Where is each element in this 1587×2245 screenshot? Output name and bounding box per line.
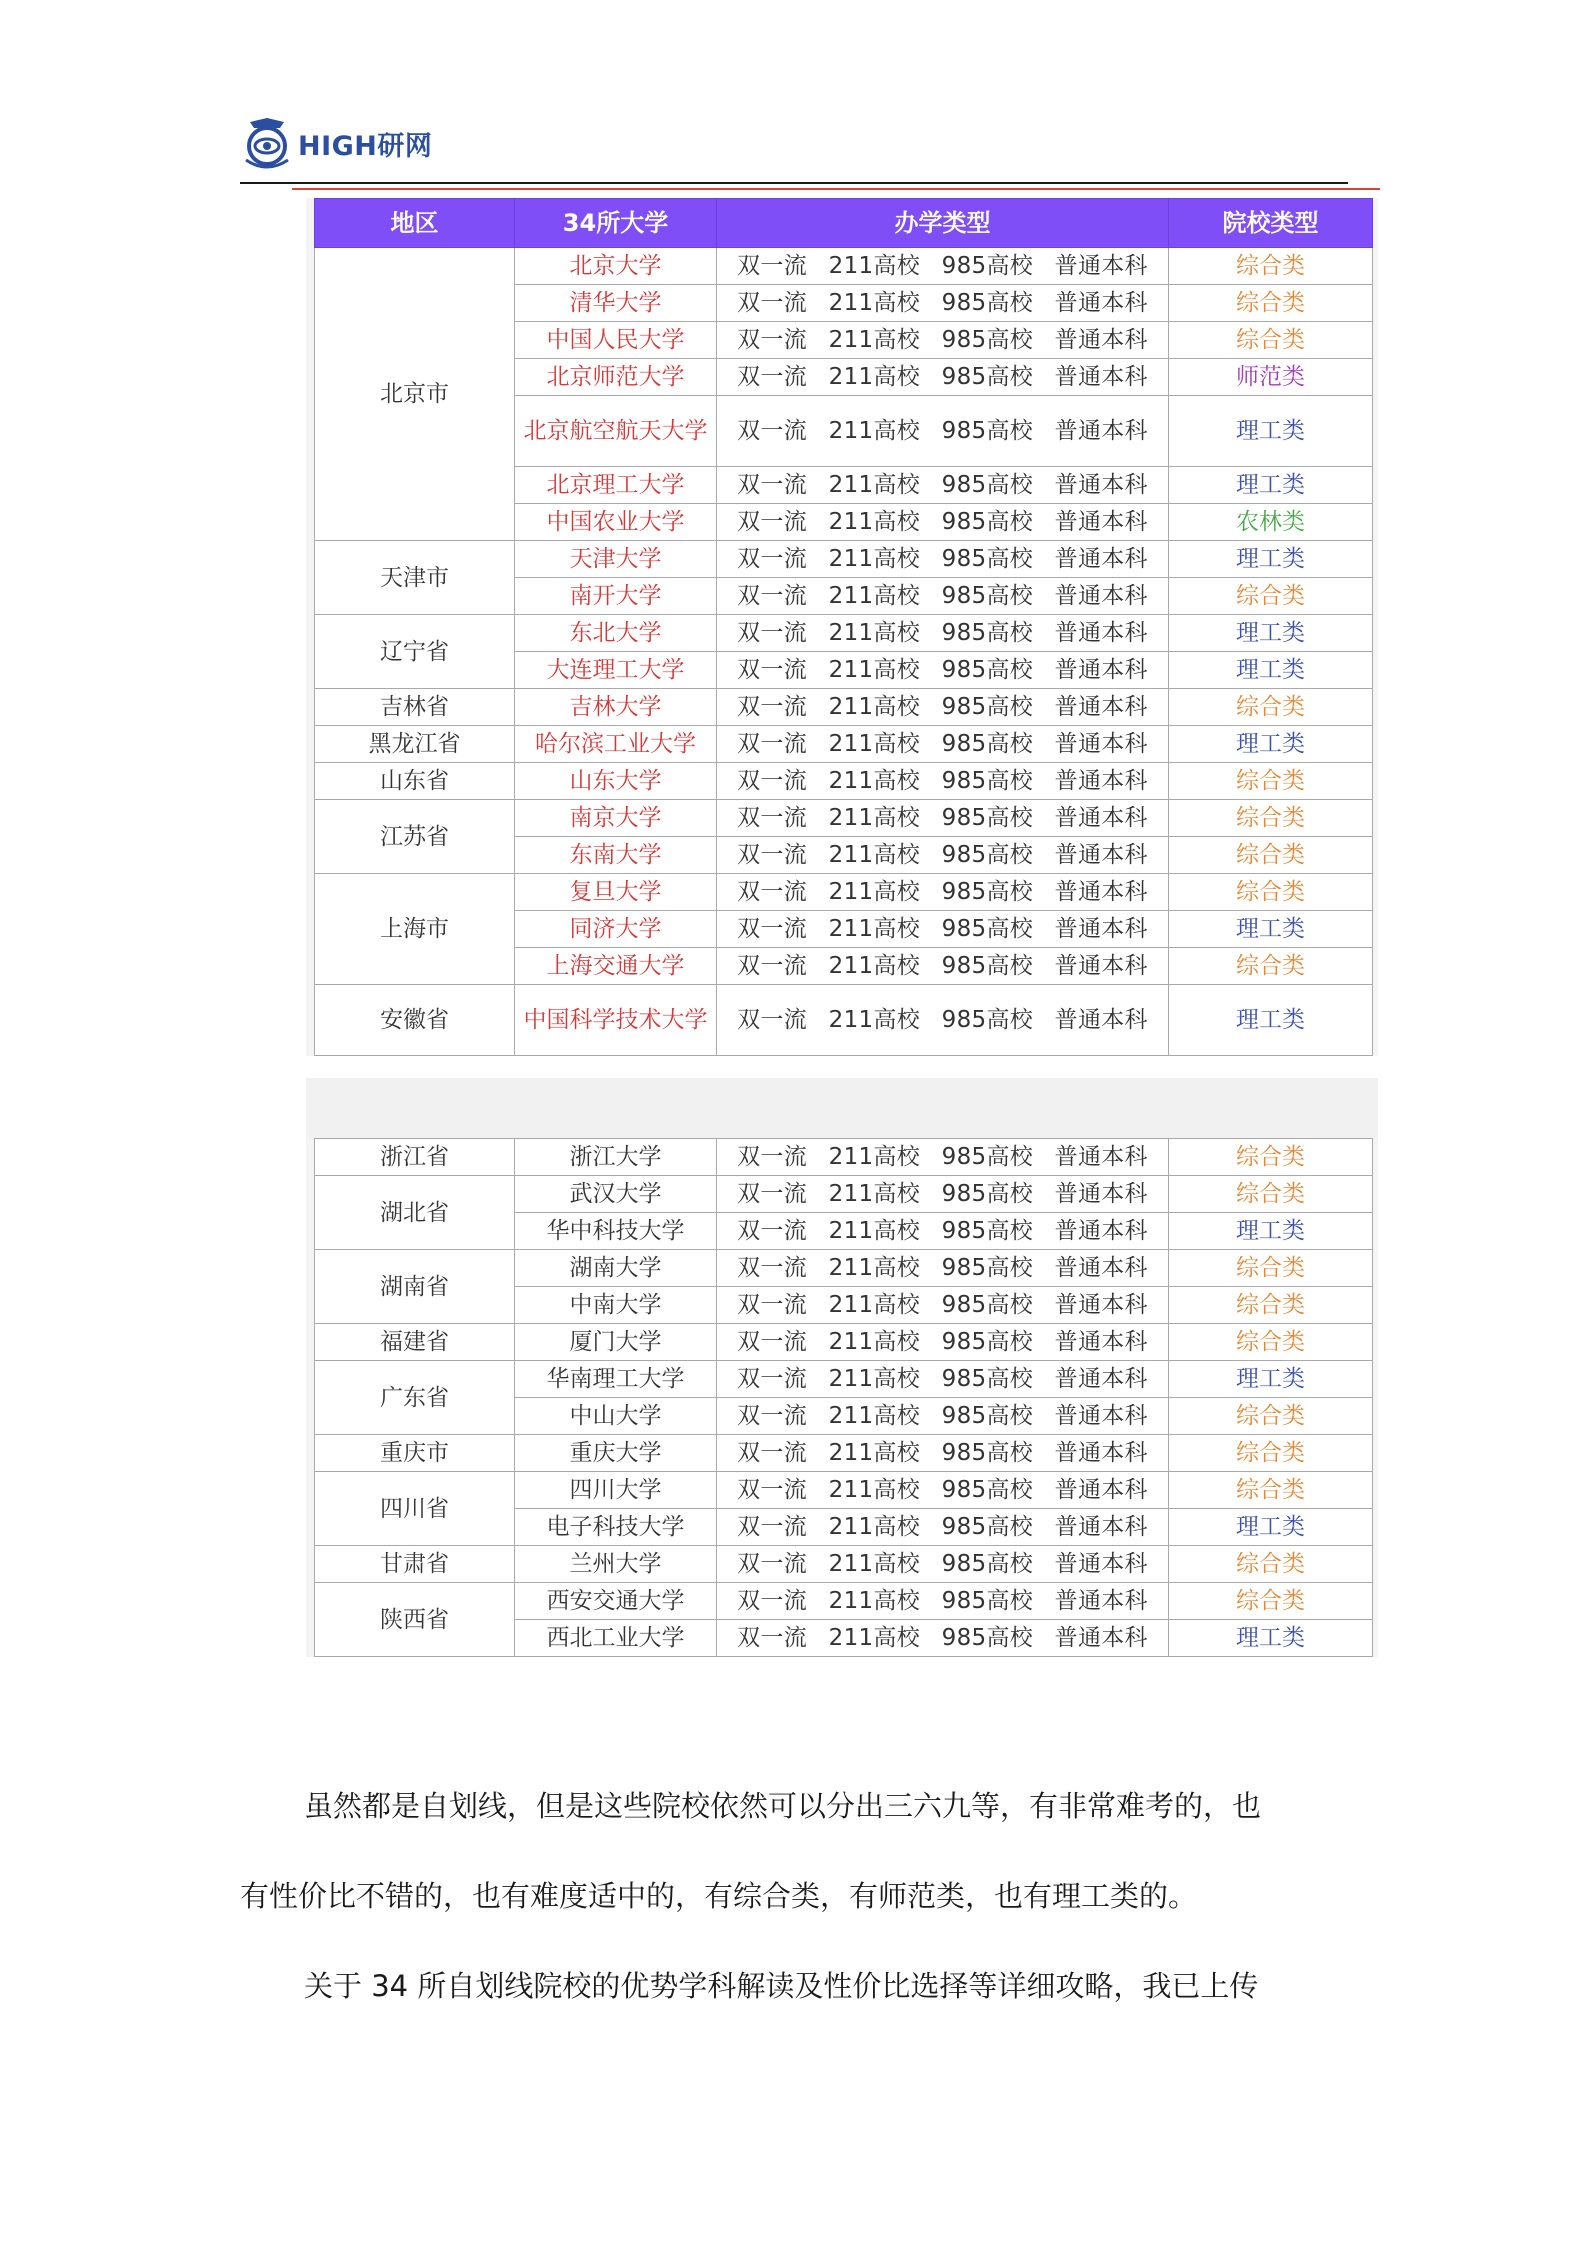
region-cell: 上海市 <box>315 874 515 985</box>
table-row <box>315 985 1373 1056</box>
school-type-cell: 双一流 211高校 985高校 普通本科 <box>717 1176 1169 1213</box>
university-name-cell: 南京大学 <box>515 800 717 837</box>
university-name-cell: 湖南大学 <box>515 1250 717 1287</box>
category-cell: 理工类 <box>1169 726 1373 763</box>
table-break <box>306 1078 1378 1138</box>
university-name-cell: 复旦大学 <box>515 874 717 911</box>
university-name-cell: 清华大学 <box>515 285 717 322</box>
university-name-cell: 东北大学 <box>515 615 717 652</box>
school-type-cell: 双一流 211高校 985高校 普通本科 <box>717 1287 1169 1324</box>
school-type-cell: 双一流 211高校 985高校 普通本科 <box>717 467 1169 504</box>
university-name-cell: 山东大学 <box>515 763 717 800</box>
category-cell: 理工类 <box>1169 1509 1373 1546</box>
universities-table-part-2 <box>306 1138 1378 1657</box>
university-name-cell: 东南大学 <box>515 837 717 874</box>
school-type-cell: 双一流 211高校 985高校 普通本科 <box>717 837 1169 874</box>
region-cell: 广东省 <box>315 1361 515 1435</box>
category-cell: 综合类 <box>1169 837 1373 874</box>
school-type-cell: 双一流 211高校 985高校 普通本科 <box>717 248 1169 285</box>
school-type-cell: 双一流 211高校 985高校 普通本科 <box>717 911 1169 948</box>
school-type-cell: 双一流 211高校 985高校 普通本科 <box>717 615 1169 652</box>
school-type-cell: 双一流 211高校 985高校 普通本科 <box>717 504 1169 541</box>
category-cell: 综合类 <box>1169 1250 1373 1287</box>
university-name-cell: 吉林大学 <box>515 689 717 726</box>
university-name-cell: 四川大学 <box>515 1472 717 1509</box>
header-accent-rule <box>292 188 1380 190</box>
paragraph-line-3: 关于 34 所自划线院校的优势学科解读及性价比选择等详细攻略，我已上传 <box>304 1969 1259 2003</box>
category-cell: 综合类 <box>1169 689 1373 726</box>
category-cell: 综合类 <box>1169 1176 1373 1213</box>
category-cell: 理工类 <box>1169 985 1373 1056</box>
university-name-cell: 西安交通大学 <box>515 1583 717 1620</box>
school-type-cell: 双一流 211高校 985高校 普通本科 <box>717 1139 1169 1176</box>
universities-table-part-1 <box>306 198 1378 1056</box>
table-header-row <box>315 199 1373 248</box>
page-header <box>240 112 1380 174</box>
university-name-cell: 武汉大学 <box>515 1176 717 1213</box>
table-row <box>315 1361 1373 1398</box>
header-category: 院校类型 <box>1169 199 1373 248</box>
university-name-cell: 中国科学技术大学 <box>515 985 717 1056</box>
category-cell: 综合类 <box>1169 1472 1373 1509</box>
table-row <box>315 1139 1373 1176</box>
school-type-cell: 双一流 211高校 985高校 普通本科 <box>717 763 1169 800</box>
university-name-cell: 浙江大学 <box>515 1139 717 1176</box>
category-cell: 农林类 <box>1169 504 1373 541</box>
category-cell: 理工类 <box>1169 1361 1373 1398</box>
school-type-cell: 双一流 211高校 985高校 普通本科 <box>717 689 1169 726</box>
university-name-cell: 南开大学 <box>515 578 717 615</box>
region-cell: 山东省 <box>315 763 515 800</box>
category-cell: 综合类 <box>1169 578 1373 615</box>
school-type-cell: 双一流 211高校 985高校 普通本科 <box>717 359 1169 396</box>
school-type-cell: 双一流 211高校 985高校 普通本科 <box>717 1361 1169 1398</box>
region-cell: 四川省 <box>315 1472 515 1546</box>
category-cell: 综合类 <box>1169 285 1373 322</box>
university-name-cell: 重庆大学 <box>515 1435 717 1472</box>
university-name-cell: 哈尔滨工业大学 <box>515 726 717 763</box>
region-cell: 江苏省 <box>315 800 515 874</box>
eye-shield-logo-icon <box>240 116 294 170</box>
category-cell: 理工类 <box>1169 911 1373 948</box>
school-type-cell: 双一流 211高校 985高校 普通本科 <box>717 874 1169 911</box>
school-type-cell: 双一流 211高校 985高校 普通本科 <box>717 1509 1169 1546</box>
header-school-type: 办学类型 <box>717 199 1169 248</box>
category-cell: 综合类 <box>1169 1139 1373 1176</box>
school-type-cell: 双一流 211高校 985高校 普通本科 <box>717 1472 1169 1509</box>
table-row <box>315 1176 1373 1213</box>
category-cell: 理工类 <box>1169 541 1373 578</box>
university-name-cell: 华南理工大学 <box>515 1361 717 1398</box>
category-cell: 综合类 <box>1169 322 1373 359</box>
category-cell: 理工类 <box>1169 652 1373 689</box>
category-cell: 理工类 <box>1169 615 1373 652</box>
table-row <box>315 1583 1373 1620</box>
table-row <box>315 1546 1373 1583</box>
university-name-cell: 中国农业大学 <box>515 504 717 541</box>
school-type-cell: 双一流 211高校 985高校 普通本科 <box>717 1213 1169 1250</box>
region-cell: 重庆市 <box>315 1435 515 1472</box>
region-cell: 辽宁省 <box>315 615 515 689</box>
school-type-cell: 双一流 211高校 985高校 普通本科 <box>717 1435 1169 1472</box>
university-name-cell: 北京师范大学 <box>515 359 717 396</box>
table-row <box>315 1250 1373 1287</box>
category-cell: 综合类 <box>1169 800 1373 837</box>
school-type-cell: 双一流 211高校 985高校 普通本科 <box>717 1250 1169 1287</box>
region-cell: 湖北省 <box>315 1176 515 1250</box>
category-cell: 综合类 <box>1169 874 1373 911</box>
table-row <box>315 800 1373 837</box>
table-row <box>315 1472 1373 1509</box>
category-cell: 理工类 <box>1169 396 1373 467</box>
table-row <box>315 763 1373 800</box>
university-name-cell: 中南大学 <box>515 1287 717 1324</box>
university-name-cell: 天津大学 <box>515 541 717 578</box>
category-cell: 综合类 <box>1169 1546 1373 1583</box>
category-cell: 师范类 <box>1169 359 1373 396</box>
university-name-cell: 北京航空航天大学 <box>515 396 717 467</box>
school-type-cell: 双一流 211高校 985高校 普通本科 <box>717 285 1169 322</box>
school-type-cell: 双一流 211高校 985高校 普通本科 <box>717 726 1169 763</box>
school-type-cell: 双一流 211高校 985高校 普通本科 <box>717 948 1169 985</box>
category-cell: 综合类 <box>1169 248 1373 285</box>
university-name-cell: 西北工业大学 <box>515 1620 717 1657</box>
region-cell: 黑龙江省 <box>315 726 515 763</box>
school-type-cell: 双一流 211高校 985高校 普通本科 <box>717 985 1169 1056</box>
category-cell: 理工类 <box>1169 1620 1373 1657</box>
category-cell: 综合类 <box>1169 1287 1373 1324</box>
category-cell: 理工类 <box>1169 467 1373 504</box>
school-type-cell: 双一流 211高校 985高校 普通本科 <box>717 322 1169 359</box>
category-cell: 综合类 <box>1169 948 1373 985</box>
university-name-cell: 北京理工大学 <box>515 467 717 504</box>
university-name-cell: 电子科技大学 <box>515 1509 717 1546</box>
category-cell: 综合类 <box>1169 1583 1373 1620</box>
category-cell: 综合类 <box>1169 1435 1373 1472</box>
school-type-cell: 双一流 211高校 985高校 普通本科 <box>717 1398 1169 1435</box>
school-type-cell: 双一流 211高校 985高校 普通本科 <box>717 652 1169 689</box>
university-name-cell: 北京大学 <box>515 248 717 285</box>
school-type-cell: 双一流 211高校 985高校 普通本科 <box>717 396 1169 467</box>
school-type-cell: 双一流 211高校 985高校 普通本科 <box>717 800 1169 837</box>
school-type-cell: 双一流 211高校 985高校 普通本科 <box>717 1583 1169 1620</box>
region-cell: 湖南省 <box>315 1250 515 1324</box>
university-name-cell: 同济大学 <box>515 911 717 948</box>
header-rule <box>240 182 1348 184</box>
region-cell: 天津市 <box>315 541 515 615</box>
school-type-cell: 双一流 211高校 985高校 普通本科 <box>717 1324 1169 1361</box>
university-name-cell: 中国人民大学 <box>515 322 717 359</box>
category-cell: 综合类 <box>1169 1398 1373 1435</box>
table-row <box>315 615 1373 652</box>
table-row <box>315 541 1373 578</box>
university-name-cell: 上海交通大学 <box>515 948 717 985</box>
category-cell: 理工类 <box>1169 1213 1373 1250</box>
table-row <box>315 248 1373 285</box>
region-cell: 安徽省 <box>315 985 515 1056</box>
university-name-cell: 华中科技大学 <box>515 1213 717 1250</box>
header-university: 34所大学 <box>515 199 717 248</box>
school-type-cell: 双一流 211高校 985高校 普通本科 <box>717 578 1169 615</box>
university-name-cell: 兰州大学 <box>515 1546 717 1583</box>
university-name-cell: 中山大学 <box>515 1398 717 1435</box>
region-cell: 吉林省 <box>315 689 515 726</box>
school-type-cell: 双一流 211高校 985高校 普通本科 <box>717 1620 1169 1657</box>
paragraph-line-1: 虽然都是自划线，但是这些院校依然可以分出三六九等，有非常难考的，也 <box>304 1789 1262 1823</box>
region-cell: 陕西省 <box>315 1583 515 1657</box>
header-region: 地区 <box>315 199 515 248</box>
university-name-cell: 大连理工大学 <box>515 652 717 689</box>
table-row <box>315 1324 1373 1361</box>
region-cell: 北京市 <box>315 248 515 541</box>
school-type-cell: 双一流 211高校 985高校 普通本科 <box>717 1546 1169 1583</box>
table-row <box>315 1435 1373 1472</box>
school-type-cell: 双一流 211高校 985高校 普通本科 <box>717 541 1169 578</box>
category-cell: 综合类 <box>1169 1324 1373 1361</box>
category-cell: 综合类 <box>1169 763 1373 800</box>
table-row <box>315 726 1373 763</box>
university-name-cell: 厦门大学 <box>515 1324 717 1361</box>
region-cell: 甘肃省 <box>315 1546 515 1583</box>
region-cell: 福建省 <box>315 1324 515 1361</box>
brand-logo-text: HIGH研网 <box>298 131 433 162</box>
table-row <box>315 874 1373 911</box>
region-cell: 浙江省 <box>315 1139 515 1176</box>
paragraph-line-2: 有性价比不错的，也有难度适中的，有综合类，有师范类，也有理工类的。 <box>240 1879 1198 1913</box>
table-row <box>315 689 1373 726</box>
